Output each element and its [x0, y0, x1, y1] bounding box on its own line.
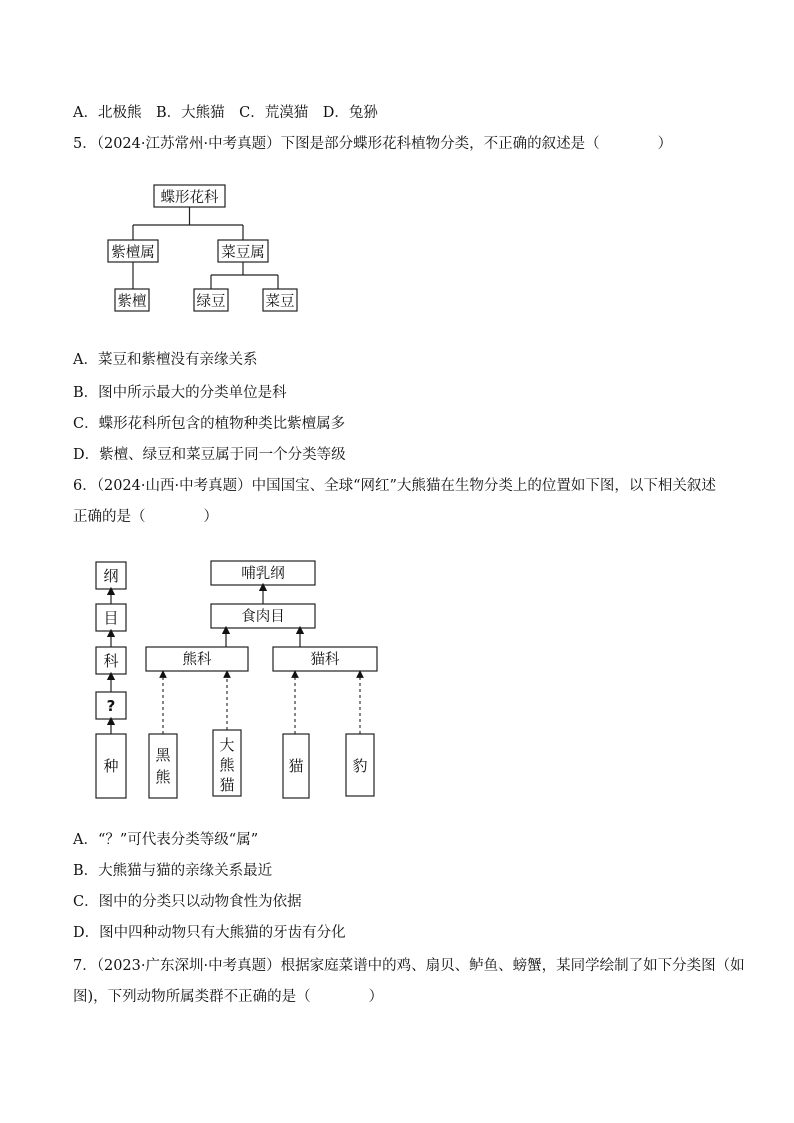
q7-stem-line1: 7．（2023·广东深圳·中考真题）根据家庭菜谱中的鸡、扇贝、鲈鱼、螃蟹，某同学绘制了如下分类图（如: [73, 958, 745, 974]
q4-options: A．北极熊 B．大熊猫 C．荒漠猫 D．兔狲: [73, 105, 378, 121]
q6-label-animal3: 猫: [288, 757, 304, 775]
q5-label-root: 蝶形花科: [160, 190, 219, 206]
q6-label-rank-zhong: 种: [103, 757, 119, 775]
q5-option-c: C．蝶形花科所包含的植物种类比紫檀属多: [73, 416, 346, 432]
q6-label-family1: 熊科: [182, 652, 212, 668]
q6-label-animal1-c2: 熊: [155, 768, 171, 786]
q5-label-sp3: 菜豆: [265, 294, 295, 310]
q6-label-rank-mu: 目: [103, 609, 119, 627]
q6-option-c: C．图中的分类只以动物食性为依据: [73, 894, 302, 910]
q6-option-b: B．大熊猫与猫的亲缘关系最近: [73, 863, 273, 879]
q6-label-order: 食肉目: [241, 609, 285, 625]
q6-label-animal4: 豹: [352, 757, 368, 775]
q5-option-d: D．紫檀、绿豆和菜豆属于同一个分类等级: [73, 447, 346, 463]
q6-label-rank-ke: 科: [103, 652, 119, 670]
q6-stem-line2: 正确的是（ ）: [73, 509, 218, 525]
q5-option-a: A．菜豆和紫檀没有亲缘关系: [73, 352, 258, 368]
q6-label-class: 哺乳纲: [241, 566, 285, 582]
q5-stem: 5．（2024·江苏常州·中考真题）下图是部分蝶形花科植物分类，不正确的叙述是（ ）: [73, 136, 673, 152]
q5-label-genus1: 紫檀属: [111, 245, 155, 261]
q6-label-animal2-c3: 猫: [219, 776, 235, 794]
q5-label-genus2: 菜豆属: [221, 245, 265, 261]
q6-label-rank-unknown: ?: [106, 697, 116, 715]
q5-label-sp2: 绿豆: [196, 294, 226, 310]
q6-label-animal2-c1: 大: [219, 736, 235, 754]
q6-option-d: D．图中四种动物只有大熊猫的牙齿有分化: [73, 925, 346, 941]
q6-label-animal1-c1: 黑: [155, 746, 171, 764]
q5-option-b: B．图中所示最大的分类单位是科: [73, 385, 287, 401]
q6-label-family2: 猫科: [310, 652, 340, 668]
q6-label-rank-gang: 纲: [103, 567, 119, 585]
q6-stem-line1: 6．（2024·山西·中考真题）中国国宝、全球“网红”大熊猫在生物分类上的位置如下图，以下相关叙述: [73, 478, 716, 494]
q6-label-animal2-c2: 熊: [219, 756, 235, 774]
q6-option-a: A．“？”可代表分类等级“属”: [73, 832, 259, 848]
q7-stem-line2: 图)，下列动物所属类群不正确的是（ ）: [73, 989, 384, 1005]
q5-label-sp1: 紫檀: [117, 294, 147, 310]
q6-box-animal1: [149, 734, 177, 798]
